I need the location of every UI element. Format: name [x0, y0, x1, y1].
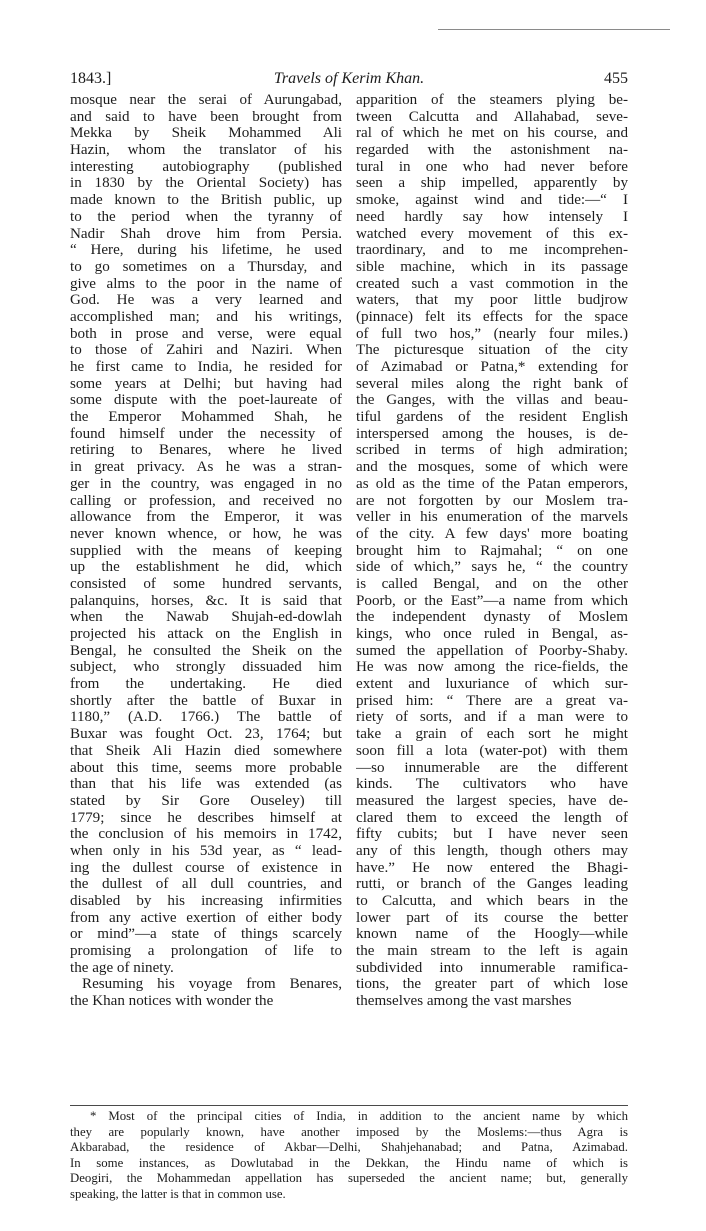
text-line: Mekka by Sheik Mohammed Ali [70, 125, 342, 142]
text-line: in great privacy. As he was a stran- [70, 459, 342, 476]
text-line: themselves among the vast marshes [356, 993, 572, 1010]
text-line: prised him: “ There are a great va- [356, 692, 628, 709]
text-line: tural in one who had never before [356, 158, 628, 175]
text-line: lower part of its course the better [356, 909, 628, 926]
text-line: of Azimabad or Patna,* extending for [356, 359, 628, 375]
text-line: mosque near the serai of Aurungabad, [70, 92, 342, 108]
text-line: as old as the time of the Patan emperors, [356, 475, 628, 492]
footnote-rule [70, 1105, 628, 1106]
text-line: the independent dynasty of Moslem [356, 609, 628, 626]
text-line: he first came to India, he resided for [70, 359, 342, 375]
text-line: stated by Sir Gore Ouseley) till [70, 792, 342, 809]
text-line: apparition of the steamers plying be- [356, 92, 628, 108]
text-line: allowance from the Emperor, it was [70, 509, 342, 526]
text-line: traordinary, and to me incomprehen- [356, 242, 628, 259]
text-line: projected his attack on the English in [70, 626, 342, 642]
text-line: God. He was a very learned and [70, 292, 342, 309]
text-line: measured the largest species, have de- [356, 792, 628, 809]
text-line: when only in his 53d year, as “ lead- [70, 842, 342, 859]
text-line: to Calcutta, and which bears in the [356, 893, 628, 909]
text-line: Nadir Shah drove him from Persia. [70, 225, 342, 242]
text-line: veller in his enumeration of the marvels [356, 509, 628, 526]
text-line: palanquins, horses, &c. It is said that [70, 592, 342, 609]
text-line: to those of Zahiri and Naziri. When [70, 342, 342, 359]
text-line: several miles along the right bank of [356, 375, 628, 392]
text-line: of the city. A few days' more boating [356, 525, 628, 542]
text-line: the main stream to the left is again [356, 943, 628, 960]
text-line: the Khan notices with wonder the [70, 993, 274, 1010]
text-line: smoke, against wind and tide:—“ I [356, 192, 628, 209]
text-line: supplied with the means of keeping [70, 542, 342, 559]
text-line: the conclusion of his memoirs in 1742, [70, 826, 342, 843]
text-line: made known to the British public, up [70, 192, 342, 209]
text-line: never known whence, or how, he was [70, 525, 342, 542]
text-line: clared them to exceed the length of [356, 809, 628, 826]
text-line: sumed the appellation of Poorby-Shaby. [356, 642, 628, 659]
text-line: is called Bengal, and on the other [356, 575, 628, 592]
text-line: the dullest of all dull countries, and [70, 876, 342, 893]
text-line: promising a prolongation of life to [70, 943, 342, 960]
text-line: take a grain of each sort he might [356, 726, 628, 743]
text-line: The picturesque situation of the city [356, 342, 628, 359]
text-line: sible machine, which in its passage [356, 258, 628, 275]
text-line: give alms to the poor in the name of [70, 275, 342, 292]
text-line: * Most of the principal cities of India, in addition to the ancient name by which [90, 1109, 628, 1123]
text-line: calling or profession, and received no [70, 492, 342, 509]
header-year: 1843.] [70, 70, 112, 87]
text-line: created such a vast commotion in the [356, 275, 628, 292]
right-text-column [356, 92, 628, 1010]
text-line: 1779; since he describes himself at [70, 809, 342, 826]
text-line: that Sheik Ali Hazin died somewhere [70, 742, 342, 759]
text-line: are not forgotten by our Moslem tra- [356, 492, 628, 509]
text-line: Akbarabad, the residence of Akbar—Delhi, Shahjehanabad; and Patna, Azimabad. [70, 1140, 628, 1155]
text-line: riety of sorts, and if a man were to [356, 709, 628, 726]
text-line: from the undertaking. He died [70, 676, 342, 693]
header-title: Travels of Kerim Khan. [273, 70, 425, 87]
footnote [70, 1109, 628, 1203]
text-line: rutti, or branch of the Ganges leading [356, 876, 628, 893]
text-line: waters, that my poor little budjrow [356, 292, 628, 309]
text-line: need hardly say how intensely I [356, 208, 628, 225]
text-line: shortly after the battle of Buxar in [70, 692, 342, 709]
text-line: soon fill a lota (water-pot) with them [356, 742, 628, 759]
text-line: than that his life was extended (as [70, 776, 342, 793]
text-line: when the Nawab Shujah-ed-dowlah [70, 609, 342, 626]
text-line: subdivided into innumerable ramifica- [356, 959, 628, 976]
text-line: ing the dullest course of existence in [70, 859, 342, 876]
text-line: accomplished man; and his writings, [70, 308, 342, 325]
text-line: or mind”—a state of things scarcely [70, 926, 342, 943]
text-line: the age of ninety. [70, 959, 174, 976]
text-line: to go sometimes on a Thursday, and [70, 258, 342, 275]
text-line: interspersed among the houses, is de- [356, 425, 628, 442]
text-line: retiring to Benares, where he lived [70, 442, 342, 459]
text-line: interesting autobiography (published [70, 158, 342, 175]
text-line: extent and luxuriance of which sur- [356, 676, 628, 693]
text-line: Bengal, he consulted the Sheik on the [70, 642, 342, 659]
text-line: Resuming his voyage from Benares, [82, 976, 342, 993]
running-header [70, 70, 628, 94]
text-line: the Ganges, with the villas and beau- [356, 392, 628, 409]
text-line: the Emperor Mohammed Shah, he [70, 409, 342, 426]
text-line: and said to have been brought from [70, 108, 342, 125]
text-line: consisted of some hundred servants, [70, 575, 342, 592]
text-line: found himself under the necessity of [70, 425, 342, 442]
text-line: about this time, seems more probable [70, 759, 342, 776]
text-line: they are popularly known, have another imposed by the Moslems:—thus Agra is [70, 1124, 628, 1139]
text-line: have.” He now entered the Bhagi- [356, 859, 628, 876]
text-line: fifty cubits; but I have never seen [356, 826, 628, 843]
text-line: regarded with the astonishment na- [356, 142, 628, 159]
text-line: subject, who strongly dissuaded him [70, 659, 342, 676]
text-line: kinds. The cultivators who have [356, 776, 628, 793]
text-line: side of which,” says he, “ the country [356, 559, 628, 576]
text-line: tions, the greater part of which lose [356, 976, 628, 993]
text-line: He was now among the rice-fields, the [356, 659, 628, 676]
text-line: Hazin, whom the translator of his [70, 142, 342, 159]
text-line: and the mosques, some of which were [356, 459, 628, 476]
text-line: Poorb, or the East”—a name from which [356, 592, 628, 609]
left-text-column [70, 92, 342, 1010]
text-line: tween Calcutta and Allahabad, seve- [356, 108, 628, 125]
text-line: any of this length, though others may [356, 842, 628, 859]
text-line: ger in the country, was engaged in no [70, 475, 342, 492]
text-line: Buxar was fought Oct. 23, 1764; but [70, 726, 342, 743]
top-edge-rule [438, 29, 670, 30]
text-line: some dispute with the poet-laureate of [70, 392, 342, 409]
page-number: 455 [604, 70, 628, 87]
text-line: scribed in terms of high admiration; [356, 442, 628, 459]
text-line: some years at Delhi; but having had [70, 375, 342, 392]
text-line: watched every movement of this ex- [356, 225, 628, 242]
text-line: speaking, the latter is that in common use. [70, 1186, 286, 1201]
text-line: of full two hos,” (nearly four miles.) [356, 325, 628, 342]
text-line: 1180,” (A.D. 1766.) The battle of [70, 709, 342, 726]
text-line: both in prose and verse, were equal [70, 325, 342, 342]
text-line: disabled by his increasing infirmities [70, 893, 342, 909]
text-line: known name of the Hoogly—while [356, 926, 628, 943]
text-line: In some instances, as Dowlutabad in the Dekkan, the Hindu name of which is [70, 1155, 628, 1170]
text-line: from any active exertion of either body [70, 909, 342, 926]
text-line: in 1830 by the Oriental Society) has [70, 175, 342, 192]
text-line: Deogiri, the Mohammedan appellation has superseded the ancient name; but, generally [70, 1171, 628, 1186]
text-line: “ Here, during his lifetime, he used [70, 242, 342, 259]
text-line: kings, who once ruled in Bengal, as- [356, 626, 628, 642]
text-line: brought him to Rajmahal; “ on one [356, 542, 628, 559]
text-line: up the establishment he did, which [70, 559, 342, 576]
text-line: —so innumerable are the different [356, 759, 628, 776]
text-line: ral of which he met on his course, and [356, 125, 628, 142]
text-line: seen a ship impelled, apparently by [356, 175, 628, 192]
text-line: tiful gardens of the resident English [356, 409, 628, 426]
text-line: to the period when the tyranny of [70, 208, 342, 225]
text-line: (pinnace) felt its effects for the space [356, 308, 628, 325]
